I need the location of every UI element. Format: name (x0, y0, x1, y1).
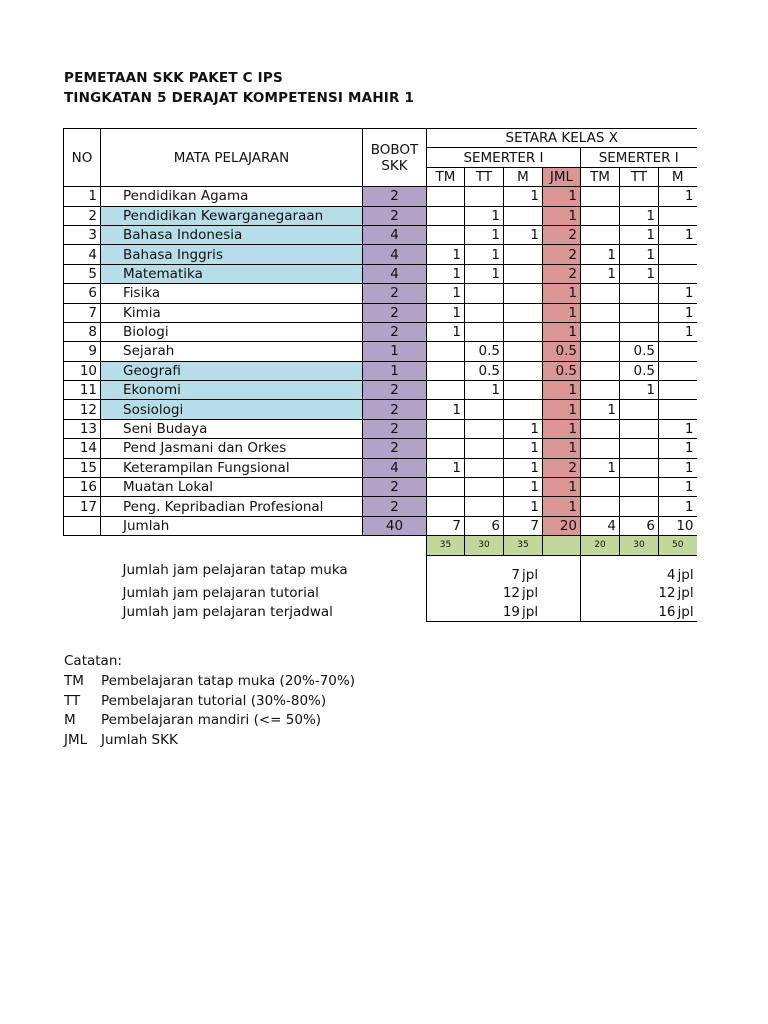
table-row (64, 245, 697, 264)
subject-name: Biologi (101, 322, 363, 341)
hours-unit: jpl (522, 603, 539, 620)
percent-tm: 35 (427, 536, 465, 555)
hours-unit: jpl (522, 566, 539, 583)
tt-2-value (620, 400, 659, 419)
table-row (64, 381, 697, 400)
tm-2-value: 1 (581, 245, 620, 264)
table-row (64, 497, 697, 516)
tt-value (465, 478, 504, 497)
m-2-value (659, 381, 697, 400)
m-value (504, 381, 543, 400)
jml-value: 1 (543, 206, 581, 225)
weight-value: 2 (363, 303, 427, 322)
tt-value: 1 (465, 381, 504, 400)
tt-2-value: 1 (620, 245, 659, 264)
hours-semester-2-value: 16 (658, 603, 676, 620)
row-number: 13 (64, 419, 101, 438)
jml-value: 1 (543, 439, 581, 458)
m-2-value: 1 (659, 187, 697, 206)
subject-name: Ekonomi (101, 381, 363, 400)
tm-value (427, 478, 465, 497)
tm-value: 1 (427, 400, 465, 419)
jml-value: 1 (543, 478, 581, 497)
tt-value: 1 (465, 206, 504, 225)
weight-value: 2 (363, 187, 427, 206)
row-number: 10 (64, 361, 101, 380)
subject-name: Pendidikan Kewarganegaraan (101, 206, 363, 225)
tm-2-value (581, 439, 620, 458)
m-2-value (659, 361, 697, 380)
tm-2-value (581, 187, 620, 206)
m-2-value: 1 (659, 322, 697, 341)
tm-value (427, 342, 465, 361)
header-tm: TM (427, 167, 465, 186)
hours-spacer (64, 602, 101, 621)
tm-2-value (581, 478, 620, 497)
tm-value (427, 497, 465, 516)
total-row (64, 516, 697, 535)
hours-row (64, 555, 697, 584)
tm-2-value (581, 322, 620, 341)
subject-name: Kimia (101, 303, 363, 322)
tm-2-value (581, 284, 620, 303)
subject-name: Matematika (101, 264, 363, 283)
tt-2-value: 0.5 (620, 361, 659, 380)
note-key: JML (64, 731, 88, 748)
m-value (504, 361, 543, 380)
tm-value: 1 (427, 458, 465, 477)
table-row (64, 342, 697, 361)
jml-value: 1 (543, 497, 581, 516)
tm-value (427, 206, 465, 225)
weight-value: 2 (363, 206, 427, 225)
tt-2-value (620, 439, 659, 458)
note-key: M (64, 712, 76, 728)
tt-value (465, 322, 504, 341)
subject-name: Muatan Lokal (101, 478, 363, 497)
note-item (64, 732, 178, 748)
document-title: PEMETAAN SKK PAKET C IPS (64, 70, 283, 86)
subject-name: Bahasa Indonesia (101, 225, 363, 244)
subject-name: Sejarah (101, 342, 363, 361)
weight-value: 4 (363, 245, 427, 264)
hours-semester-1-value: 12 (502, 585, 520, 602)
tt-value (465, 303, 504, 322)
hours-semester-1-value: 19 (502, 603, 520, 620)
tt-2-value: 1 (620, 264, 659, 283)
header-jml: JML (543, 167, 581, 186)
row-number: 2 (64, 206, 101, 225)
total-m-2: 10 (659, 516, 697, 535)
total-tt-2: 6 (620, 516, 659, 535)
m-2-value: 1 (659, 458, 697, 477)
total-no-cell (64, 516, 101, 535)
header-m-2: M (659, 167, 697, 186)
tt-2-value (620, 187, 659, 206)
subject-name: Bahasa Inggris (101, 245, 363, 264)
weight-value: 2 (363, 381, 427, 400)
note-text: Pembelajaran mandiri (<= 50%) (101, 712, 322, 728)
weight-value: 2 (363, 478, 427, 497)
tt-value: 1 (465, 264, 504, 283)
m-value (504, 245, 543, 264)
header-subject: MATA PELAJARAN (101, 129, 363, 187)
tm-2-value (581, 225, 620, 244)
hours-spacer (64, 584, 101, 602)
tm-2-value: 1 (581, 264, 620, 283)
hours-label: Jumlah jam pelajaran tutorial (122, 585, 319, 602)
tm-2-value (581, 342, 620, 361)
table-row (64, 419, 697, 438)
m-value (504, 400, 543, 419)
jml-value: 2 (543, 264, 581, 283)
m-2-value (659, 206, 697, 225)
tt-value: 1 (465, 225, 504, 244)
subject-name: Pendidikan Agama (101, 187, 363, 206)
hours-row (64, 584, 697, 602)
hours-semester-2 (581, 584, 697, 602)
hours-semester-1 (427, 584, 581, 602)
m-value: 1 (504, 225, 543, 244)
hours-semester-2 (581, 555, 697, 584)
subject-name: Peng. Kepribadian Profesional (101, 497, 363, 516)
m-2-value: 1 (659, 284, 697, 303)
tm-value: 1 (427, 264, 465, 283)
note-item (64, 693, 326, 709)
tm-2-value (581, 361, 620, 380)
note-text: Pembelajaran tutorial (30%-80%) (101, 692, 327, 709)
total-tm: 7 (427, 516, 465, 535)
weight-value: 1 (363, 342, 427, 361)
table-row (64, 303, 697, 322)
row-number: 14 (64, 439, 101, 458)
hours-label: Jumlah jam pelajaran tatap muka (122, 561, 348, 578)
m-2-value: 1 (659, 439, 697, 458)
hours-semester-2-value: 4 (666, 566, 676, 583)
hours-unit: jpl (677, 585, 694, 602)
tt-value: 0.5 (465, 342, 504, 361)
m-value: 1 (504, 478, 543, 497)
tm-value (427, 419, 465, 438)
table-row (64, 206, 697, 225)
jml-value: 0.5 (543, 342, 581, 361)
m-value: 1 (504, 419, 543, 438)
subject-name: Keterampilan Fungsional (101, 458, 363, 477)
weight-value: 4 (363, 264, 427, 283)
tt-2-value (620, 322, 659, 341)
m-value: 1 (504, 458, 543, 477)
hours-semester-1 (427, 602, 581, 621)
percent-tm-2: 20 (581, 536, 620, 555)
row-number: 4 (64, 245, 101, 264)
m-value: 1 (504, 439, 543, 458)
hours-unit: jpl (677, 603, 694, 620)
jml-value: 1 (543, 419, 581, 438)
m-value (504, 284, 543, 303)
note-key: TM (64, 673, 84, 689)
header-semester-2: SEMERTER I (581, 148, 697, 167)
percent-row (64, 536, 697, 555)
table-row (64, 478, 697, 497)
header-group: SETARA KELAS X (427, 129, 697, 148)
tt-2-value (620, 419, 659, 438)
table-row (64, 322, 697, 341)
tm-value (427, 381, 465, 400)
note-item (64, 712, 321, 728)
hours-unit: jpl (522, 585, 539, 602)
row-number: 16 (64, 478, 101, 497)
weight-value: 1 (363, 361, 427, 380)
jml-value: 1 (543, 284, 581, 303)
jml-value: 2 (543, 245, 581, 264)
m-2-value: 1 (659, 419, 697, 438)
weight-value: 2 (363, 419, 427, 438)
document-subtitle: TINGKATAN 5 DERAJAT KOMPETENSI MAHIR 1 (64, 90, 415, 106)
subject-name: Sosiologi (101, 400, 363, 419)
tt-2-value (620, 303, 659, 322)
tm-value (427, 187, 465, 206)
m-value (504, 342, 543, 361)
m-value (504, 322, 543, 341)
percent-m-2: 50 (659, 536, 697, 555)
table-row (64, 225, 697, 244)
total-m: 7 (504, 516, 543, 535)
hours-row (64, 602, 697, 621)
row-number: 17 (64, 497, 101, 516)
tm-2-value (581, 206, 620, 225)
header-tt: TT (465, 167, 504, 186)
table-row (64, 458, 697, 477)
m-value: 1 (504, 497, 543, 516)
table-row (64, 264, 697, 283)
row-number: 9 (64, 342, 101, 361)
percent-tt-2: 30 (620, 536, 659, 555)
row-number: 3 (64, 225, 101, 244)
note-key: TT (64, 692, 81, 709)
hours-spacer (64, 555, 101, 584)
weight-value: 2 (363, 497, 427, 516)
hours-semester-2 (581, 602, 697, 621)
tt-2-value (620, 284, 659, 303)
weight-value: 2 (363, 322, 427, 341)
subject-name: Seni Budaya (101, 419, 363, 438)
tm-value (427, 225, 465, 244)
note-item (64, 673, 355, 689)
note-text: Jumlah SKK (101, 731, 178, 748)
percent-spacer (64, 536, 427, 555)
tt-2-value: 1 (620, 206, 659, 225)
total-label: Jumlah (101, 516, 363, 535)
header-weight-line2: SKK (381, 157, 408, 174)
tt-value (465, 187, 504, 206)
m-2-value (659, 400, 697, 419)
tt-2-value (620, 458, 659, 477)
tm-2-value (581, 419, 620, 438)
header-semester-1: SEMERTER I (427, 148, 581, 167)
tm-2-value (581, 497, 620, 516)
weight-value: 2 (363, 400, 427, 419)
hours-semester-2-value: 12 (658, 585, 676, 602)
m-2-value: 1 (659, 497, 697, 516)
tt-2-value (620, 478, 659, 497)
skk-mapping-table (63, 128, 697, 622)
subject-name: Fisika (101, 284, 363, 303)
note-text: Pembelajaran tatap muka (20%-70%) (101, 673, 355, 689)
m-2-value (659, 245, 697, 264)
weight-value: 2 (363, 284, 427, 303)
tt-value (465, 458, 504, 477)
percent-tt: 30 (465, 536, 504, 555)
tt-value (465, 400, 504, 419)
tt-value (465, 439, 504, 458)
tt-2-value: 1 (620, 225, 659, 244)
notes-heading: Catatan: (64, 653, 122, 669)
header-weight-line1: BOBOT (370, 141, 419, 158)
row-number: 8 (64, 322, 101, 341)
tm-value (427, 361, 465, 380)
row-number: 15 (64, 458, 101, 477)
m-2-value: 1 (659, 303, 697, 322)
tt-value (465, 284, 504, 303)
hours-unit: jpl (677, 566, 694, 583)
tt-value: 1 (465, 245, 504, 264)
weight-value: 2 (363, 439, 427, 458)
m-value (504, 206, 543, 225)
m-value (504, 264, 543, 283)
tt-value (465, 419, 504, 438)
subject-name: Geografi (101, 361, 363, 380)
percent-jml (543, 536, 581, 555)
jml-value: 1 (543, 381, 581, 400)
subject-name: Pend Jasmani dan Orkes (101, 439, 363, 458)
row-number: 5 (64, 264, 101, 283)
jml-value: 1 (543, 400, 581, 419)
tt-value: 0.5 (465, 361, 504, 380)
table-row (64, 187, 697, 206)
tt-value (465, 497, 504, 516)
row-number: 6 (64, 284, 101, 303)
header-tm-2: TM (581, 167, 620, 186)
header-tt-2: TT (620, 167, 659, 186)
m-2-value (659, 342, 697, 361)
m-2-value: 1 (659, 225, 697, 244)
m-2-value (659, 264, 697, 283)
jml-value: 2 (543, 458, 581, 477)
jml-value: 2 (543, 225, 581, 244)
table-row (64, 284, 697, 303)
tt-2-value (620, 497, 659, 516)
tt-2-value: 1 (620, 381, 659, 400)
tm-2-value (581, 381, 620, 400)
percent-m: 35 (504, 536, 543, 555)
weight-value: 4 (363, 225, 427, 244)
jml-value: 0.5 (543, 361, 581, 380)
tm-2-value: 1 (581, 400, 620, 419)
row-number: 12 (64, 400, 101, 419)
jml-value: 1 (543, 322, 581, 341)
hours-label: Jumlah jam pelajaran terjadwal (122, 603, 333, 620)
row-number: 7 (64, 303, 101, 322)
tm-value: 1 (427, 322, 465, 341)
table-row (64, 400, 697, 419)
tm-2-value: 1 (581, 458, 620, 477)
row-number: 1 (64, 187, 101, 206)
hours-semester-1 (427, 555, 581, 584)
header-no: NO (64, 129, 101, 187)
hours-semester-1-value: 7 (511, 566, 520, 583)
header-weight (363, 129, 427, 187)
tm-2-value (581, 303, 620, 322)
tm-value: 1 (427, 303, 465, 322)
weight-value: 4 (363, 458, 427, 477)
total-tm-2: 4 (581, 516, 620, 535)
tm-value (427, 439, 465, 458)
header-m: M (504, 167, 543, 186)
total-weight: 40 (363, 516, 427, 535)
tt-2-value: 0.5 (620, 342, 659, 361)
total-jml: 20 (543, 516, 581, 535)
jml-value: 1 (543, 187, 581, 206)
total-tt: 6 (465, 516, 504, 535)
row-number: 11 (64, 381, 101, 400)
table-row (64, 439, 697, 458)
m-2-value: 1 (659, 478, 697, 497)
jml-value: 1 (543, 303, 581, 322)
tm-value: 1 (427, 284, 465, 303)
tm-value: 1 (427, 245, 465, 264)
m-value (504, 303, 543, 322)
m-value: 1 (504, 187, 543, 206)
table-row (64, 361, 697, 380)
